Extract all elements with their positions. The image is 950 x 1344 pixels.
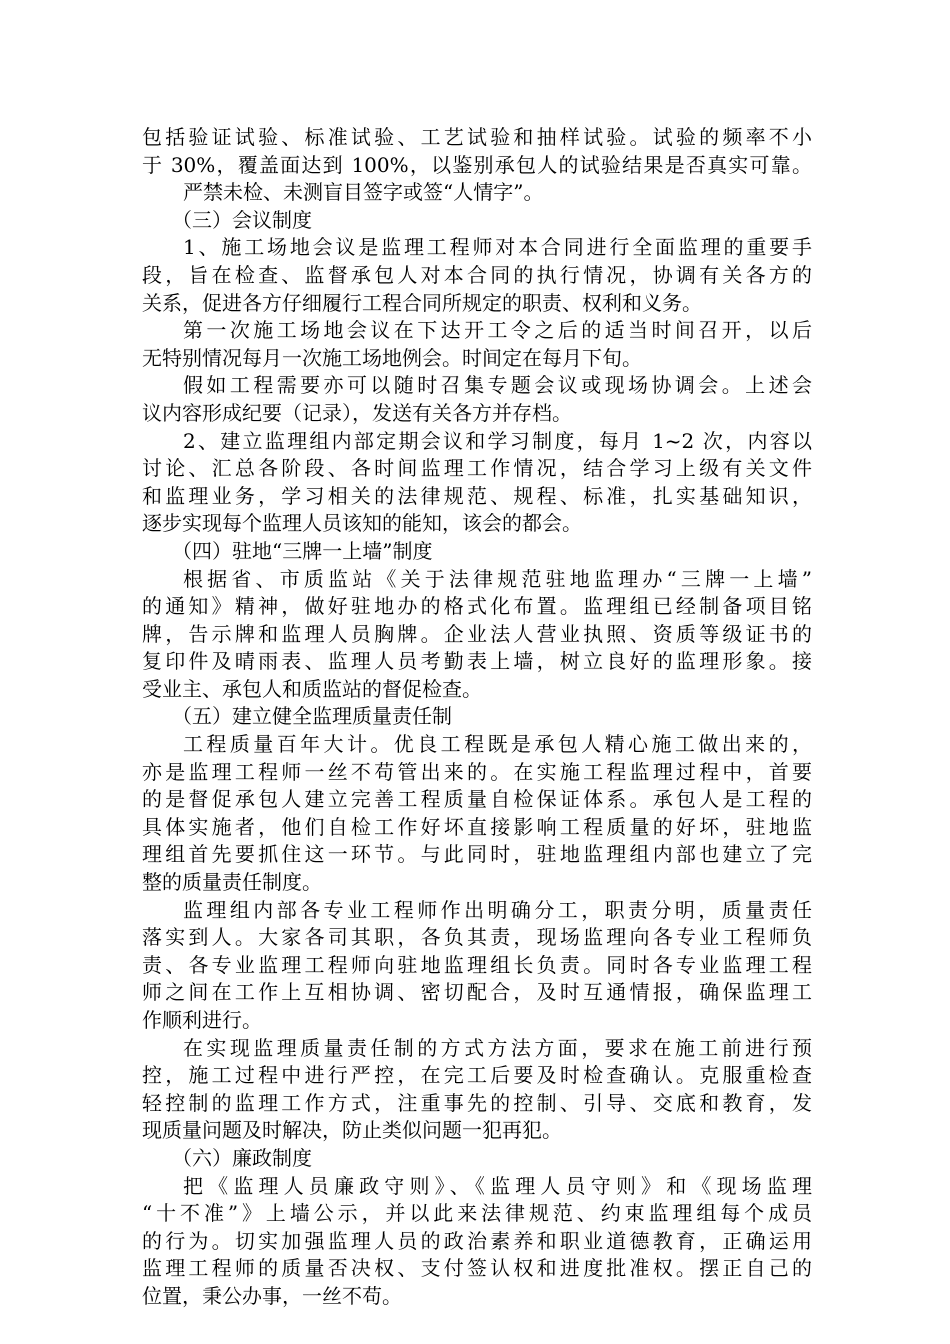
text-line: 在实现监理质量责任制的方式方法方面，要求在施工前进行预 (183, 1035, 812, 1060)
text-line: 作顺利进行。 (142, 1008, 262, 1032)
text-line: 监理组内部各专业工程师作出明确分工，职责分明，质量责任 (183, 897, 812, 922)
text-line: 复印件及晴雨表、监理人员考勤表上墙，树立良好的监理形象。接 (142, 649, 812, 674)
text-line: 牌，告示牌和监理人员胸牌。企业法人营业执照、资质等级证书的 (142, 621, 812, 646)
section-heading: （五）建立健全监理质量责任制 (172, 704, 452, 729)
text-line: 工程质量百年大计。优良工程既是承包人精心施工做出来的， (183, 732, 812, 757)
text-line: 第一次施工场地会议在下达开工令之后的适当时间召开，以后 (183, 318, 812, 343)
text-line: 监理工程师的质量否决权、支付签认权和进度批准权。摆正自己的 (142, 1256, 812, 1281)
text-line: 理组首先要抓住这一环节。与此同时，驻地监理组内部也建立了完 (142, 842, 812, 867)
text-line: 和监理业务，学习相关的法律规范、规程、标准，扎实基础知识， (142, 483, 812, 508)
text-line: 讨论、汇总各阶段、各时间监理工作情况，结合学习上级有关文件 (142, 456, 812, 481)
text-line: 整的质量责任制度。 (142, 870, 322, 895)
text-line: 议内容形成纪要（记录），发送有关各方并存档。 (142, 400, 572, 425)
text-line: 于 30%，覆盖面达到 100%，以鉴别承包人的试验结果是否真实可靠。 (142, 152, 812, 177)
section-heading: （六）廉政制度 (172, 1145, 312, 1170)
text-line: 亦是监理工程师一丝不苟管出来的。在实施工程监理过程中，首要 (142, 759, 812, 784)
text-line: 责、各专业监理工程师向驻地监理组长负责。同时各专业监理工程 (142, 952, 812, 977)
text-line: 2、建立监理组内部定期会议和学习制度，每月 1~2 次，内容以 (183, 428, 812, 453)
text-line: 严禁未检、未测盲目签字或签“人情字”。 (183, 180, 544, 205)
section-heading: （四）驻地“三牌一上墙”制度 (172, 538, 433, 563)
text-line: 假如工程需要亦可以随时召集专题会议或现场协调会。上述会 (183, 373, 812, 398)
text-line: 根据省、市质监站《关于法律规范驻地监理办“三牌一上墙” (183, 566, 812, 591)
text-line: 现质量问题及时解决，防止类似问题一犯再犯。 (142, 1118, 562, 1143)
section-heading: （三）会议制度 (172, 207, 312, 232)
text-line: 把《监理人员廉政守则》、《监理人员守则》和《现场监理 (183, 1173, 812, 1198)
text-line: 具体实施者，他们自检工作好坏直接影响工程质量的好坏，驻地监 (142, 814, 812, 839)
document-page (142, 124, 812, 1311)
text-line: “十不准”》上墙公示，并以此来法律规范、约束监理组每个成员 (142, 1201, 812, 1226)
text-line: 轻控制的监理工作方式，注重事先的控制、引导、交底和教育，发 (142, 1090, 812, 1115)
text-line: 控，施工过程中进行严控，在完工后要及时检查确认。克服重检查 (142, 1063, 812, 1088)
text-line: 受业主、承包人和质监站的督促检查。 (142, 676, 482, 701)
text-line: 的是督促承包人建立完善工程质量自检保证体系。承包人是工程的 (142, 787, 812, 812)
text-line: 落实到人。大家各司其职，各负其责，现场监理向各专业工程师负 (142, 925, 812, 950)
text-line: 的通知》精神，做好驻地办的格式化布置。监理组已经制备项目铭 (142, 594, 812, 619)
text-line: 无特别情况每月一次施工场地例会。时间定在每月下旬。 (142, 345, 642, 370)
text-line: 逐步实现每个监理人员该知的能知，该会的都会。 (142, 511, 582, 536)
text-line: 位置，秉公办事，一丝不苟。 (142, 1283, 402, 1308)
text-line: 师之间在工作上互相协调、密切配合，及时互通情报，确保监理工 (142, 980, 812, 1005)
text-line: 段，旨在检查、监督承包人对本合同的执行情况，协调有关各方的 (142, 262, 812, 287)
text-line: 关系，促进各方仔细履行工程合同所规定的职责、权利和义务。 (142, 290, 702, 315)
text-line: 1、施工场地会议是监理工程师对本合同进行全面监理的重要手 (183, 235, 812, 260)
text-line: 包括验证试验、标准试验、工艺试验和抽样试验。试验的频率不小 (142, 125, 812, 149)
text-line: 的行为。切实加强监理人员的政治素养和职业道德教育，正确运用 (142, 1228, 812, 1253)
